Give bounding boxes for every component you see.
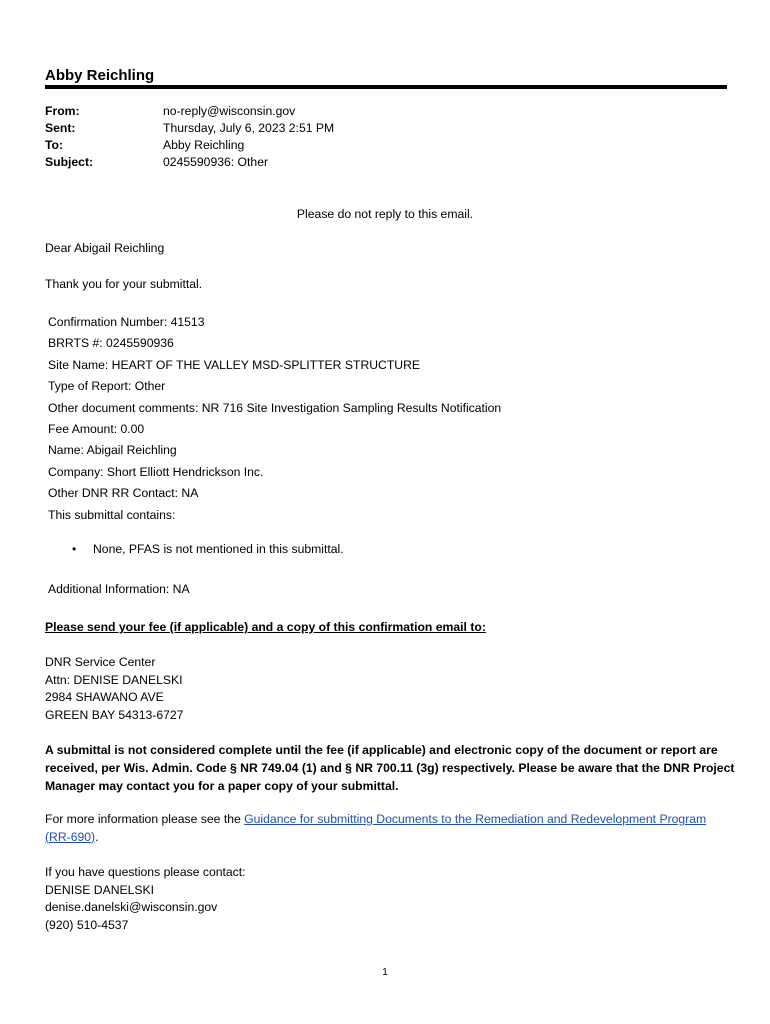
contact-phone: (920) 510-4537 xyxy=(45,917,129,932)
detail-line: BRRTS #: 0245590936 xyxy=(48,336,174,351)
email-header-block xyxy=(45,103,334,171)
contact-line: If you have questions please contact: xyxy=(45,865,246,879)
more-info-suffix: . xyxy=(95,829,99,844)
header-label: Sent: xyxy=(45,121,76,135)
header-value: 0245590936: Other xyxy=(163,155,269,169)
detail-line: Other document comments: NR 716 Site Investigation Sampling Results Notification xyxy=(48,400,502,415)
address-line: 2984 SHAWANO AVE xyxy=(45,690,164,704)
more-info-prefix: For more information please see the xyxy=(45,812,245,826)
detail-line: Fee Amount: 0.00 xyxy=(48,421,145,436)
do-not-reply-notice: Please do not reply to this email. xyxy=(296,207,474,221)
thank-you-line: Thank you for your submittal. xyxy=(45,277,203,291)
header-label: To: xyxy=(45,138,64,152)
additional-information: Additional Information: NA xyxy=(48,582,190,596)
submittal-details xyxy=(48,314,501,528)
contact-block xyxy=(45,864,246,934)
bullet-text: None, PFAS is not mentioned in this submittal. xyxy=(93,542,344,556)
header-row-from xyxy=(45,103,334,120)
detail-line: Other DNR RR Contact: NA xyxy=(48,486,199,501)
detail-line: Name: Abigail Reichling xyxy=(48,443,177,458)
detail-line: Confirmation Number: 41513 xyxy=(48,315,205,329)
greeting: Dear Abigail Reichling xyxy=(45,241,165,255)
contact-line: DENISE DANELSKI xyxy=(45,882,155,897)
header-value: Abby Reichling xyxy=(163,138,245,152)
sender-name-heading: Abby Reichling xyxy=(45,67,155,84)
header-label: From: xyxy=(45,104,80,118)
detail-line: This submittal contains: xyxy=(48,507,176,522)
bullet-icon: • xyxy=(72,542,77,556)
address-line: GREEN BAY 54313-6727 xyxy=(45,707,184,722)
bullet-item xyxy=(72,541,344,558)
header-label: Subject: xyxy=(45,155,94,169)
header-row-subject xyxy=(45,154,334,171)
send-fee-heading: Please send your fee (if applicable) and a copy of this confirmation email to: xyxy=(45,620,486,634)
submittal-warning: A submittal is not considered complete until the fee (if applicable) and electronic copy of the document or report are received, per Wis. Admin. Code § NR 749.04 (1) and § NR 700.11 (3g) respectively. Please be aware that the DNR Project Manager may contact you for a paper copy of your submittal. xyxy=(45,743,735,793)
header-row-to xyxy=(45,137,334,154)
more-info-paragraph xyxy=(45,811,725,846)
contact-email: denise.danelski@wisconsin.gov xyxy=(45,900,218,914)
header-value: Thursday, July 6, 2023 2:51 PM xyxy=(163,121,335,135)
header-value: no-reply@wisconsin.gov xyxy=(163,104,296,118)
detail-line: Site Name: HEART OF THE VALLEY MSD-SPLITTER STRUCTURE xyxy=(48,357,421,372)
detail-line: Type of Report: Other xyxy=(48,379,166,394)
header-row-sent xyxy=(45,120,334,137)
address-line: DNR Service Center xyxy=(45,655,156,669)
heading-rule xyxy=(45,85,727,89)
guidance-link[interactable]: Guidance for submitting Documents to the Remediation and Redevelopment Program (RR-690) xyxy=(45,812,707,844)
page-number: 1 xyxy=(382,967,388,978)
address-line: Attn: DENISE DANELSKI xyxy=(45,672,183,687)
detail-line: Company: Short Elliott Hendrickson Inc. xyxy=(48,464,264,479)
mailing-address xyxy=(45,654,183,724)
